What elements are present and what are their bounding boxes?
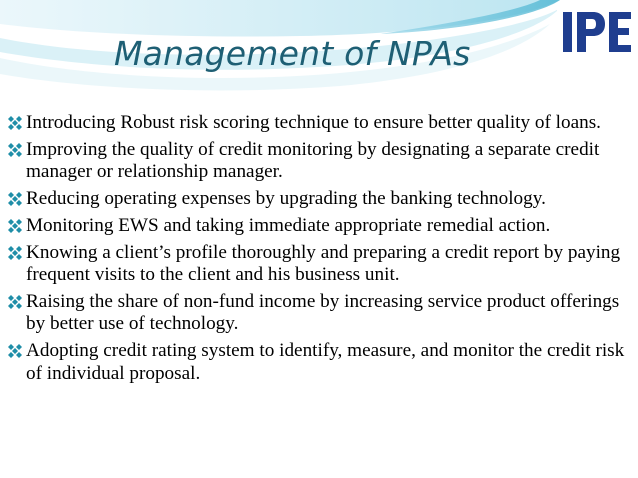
bullet-text: Introducing Robust risk scoring technique to ensure better quality of loans. — [26, 112, 601, 133]
bullet-text: Improving the quality of credit monitoring by designating a separate credit manager or relationship manager. — [26, 138, 600, 183]
list-item — [6, 242, 636, 287]
bullet-text: Monitoring EWS and taking immediate appropriate remedial action. — [26, 214, 551, 236]
list-item — [6, 291, 636, 336]
slide-title: Management of NPAs — [114, 34, 471, 73]
list-item — [6, 340, 636, 385]
diamond-bullet-icon — [7, 245, 23, 261]
bullet-list — [6, 112, 636, 389]
list-item — [6, 112, 636, 134]
diamond-bullet-icon — [7, 343, 23, 359]
list-item — [6, 139, 636, 184]
list-item — [6, 215, 636, 237]
bullet-text: Knowing a client’s profile thoroughly and preparing a credit report by paying frequent visits to the client and his business unit. — [26, 241, 621, 286]
diamond-bullet-icon — [7, 294, 23, 310]
bullet-text: Adopting credit rating system to identify, measure, and monitor the credit risk of individual proposal. — [26, 340, 625, 384]
bullet-text: Reducing operating expenses by upgrading the banking technology. — [26, 188, 546, 210]
ipe-logo — [556, 3, 636, 59]
diamond-bullet-icon — [7, 115, 23, 131]
diamond-bullet-icon — [7, 191, 23, 207]
list-item — [6, 188, 636, 210]
bullet-text: Raising the share of non-fund income by increasing service product offerings by better use of technology. — [26, 291, 620, 335]
diamond-bullet-icon — [7, 218, 23, 234]
diamond-bullet-icon — [7, 142, 23, 158]
